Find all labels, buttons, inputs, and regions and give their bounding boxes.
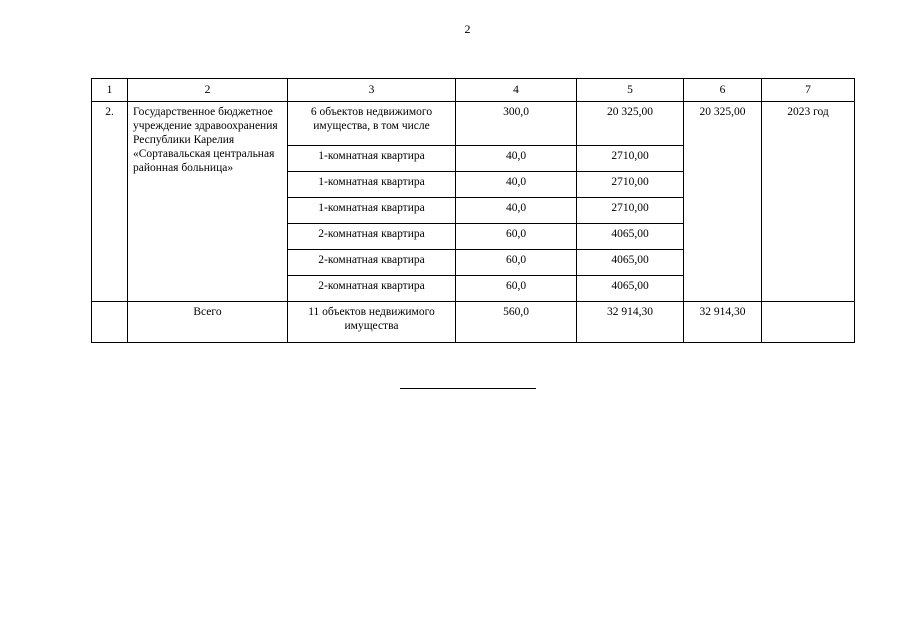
item-area: 40,0 bbox=[456, 172, 577, 198]
item-cost: 2710,00 bbox=[577, 146, 684, 172]
total-cost: 32 914,30 bbox=[577, 302, 684, 343]
property-table bbox=[91, 78, 855, 343]
table-header-row bbox=[92, 79, 855, 102]
header-cell: 5 bbox=[577, 79, 684, 102]
total-label: Всего bbox=[128, 302, 288, 343]
cost-total: 20 325,00 bbox=[577, 102, 684, 146]
total-year bbox=[762, 302, 855, 343]
item-area: 40,0 bbox=[456, 198, 577, 224]
item-name: 1-комнатная квартира bbox=[288, 172, 456, 198]
item-cost: 2710,00 bbox=[577, 198, 684, 224]
item-cost: 2710,00 bbox=[577, 172, 684, 198]
item-area: 60,0 bbox=[456, 224, 577, 250]
item-name: 1-комнатная квартира bbox=[288, 146, 456, 172]
col6-value: 20 325,00 bbox=[684, 102, 762, 302]
header-cell: 1 bbox=[92, 79, 128, 102]
item-name: 2-комнатная квартира bbox=[288, 276, 456, 302]
total-col6: 32 914,30 bbox=[684, 302, 762, 343]
item-area: 60,0 bbox=[456, 276, 577, 302]
page-number: 2 bbox=[464, 22, 471, 36]
table-row bbox=[92, 102, 855, 146]
year-value: 2023 год bbox=[762, 102, 855, 302]
header-cell: 6 bbox=[684, 79, 762, 102]
header-cell: 3 bbox=[288, 79, 456, 102]
header-cell: 7 bbox=[762, 79, 855, 102]
objects-summary: 6 объектов недвижимого имущества, в том числе bbox=[288, 102, 456, 146]
total-objects: 11 объектов недвижимого имущества bbox=[288, 302, 456, 343]
item-name: 2-комнатная квартира bbox=[288, 250, 456, 276]
item-area: 40,0 bbox=[456, 146, 577, 172]
header-cell: 2 bbox=[128, 79, 288, 102]
header-cell: 4 bbox=[456, 79, 577, 102]
separator-line bbox=[400, 388, 536, 389]
item-cost: 4065,00 bbox=[577, 276, 684, 302]
item-cost: 4065,00 bbox=[577, 250, 684, 276]
area-total: 300,0 bbox=[456, 102, 577, 146]
item-name: 1-комнатная квартира bbox=[288, 198, 456, 224]
row-number: 2. bbox=[92, 102, 128, 302]
item-name: 2-комнатная квартира bbox=[288, 224, 456, 250]
total-number-cell bbox=[92, 302, 128, 343]
total-area: 560,0 bbox=[456, 302, 577, 343]
item-area: 60,0 bbox=[456, 250, 577, 276]
organization-name: Государственное бюджетное учреждение здравоохранения Республики Карелия «Сортавальская центральная районная больница» bbox=[128, 102, 288, 302]
total-row bbox=[92, 302, 855, 343]
item-cost: 4065,00 bbox=[577, 224, 684, 250]
